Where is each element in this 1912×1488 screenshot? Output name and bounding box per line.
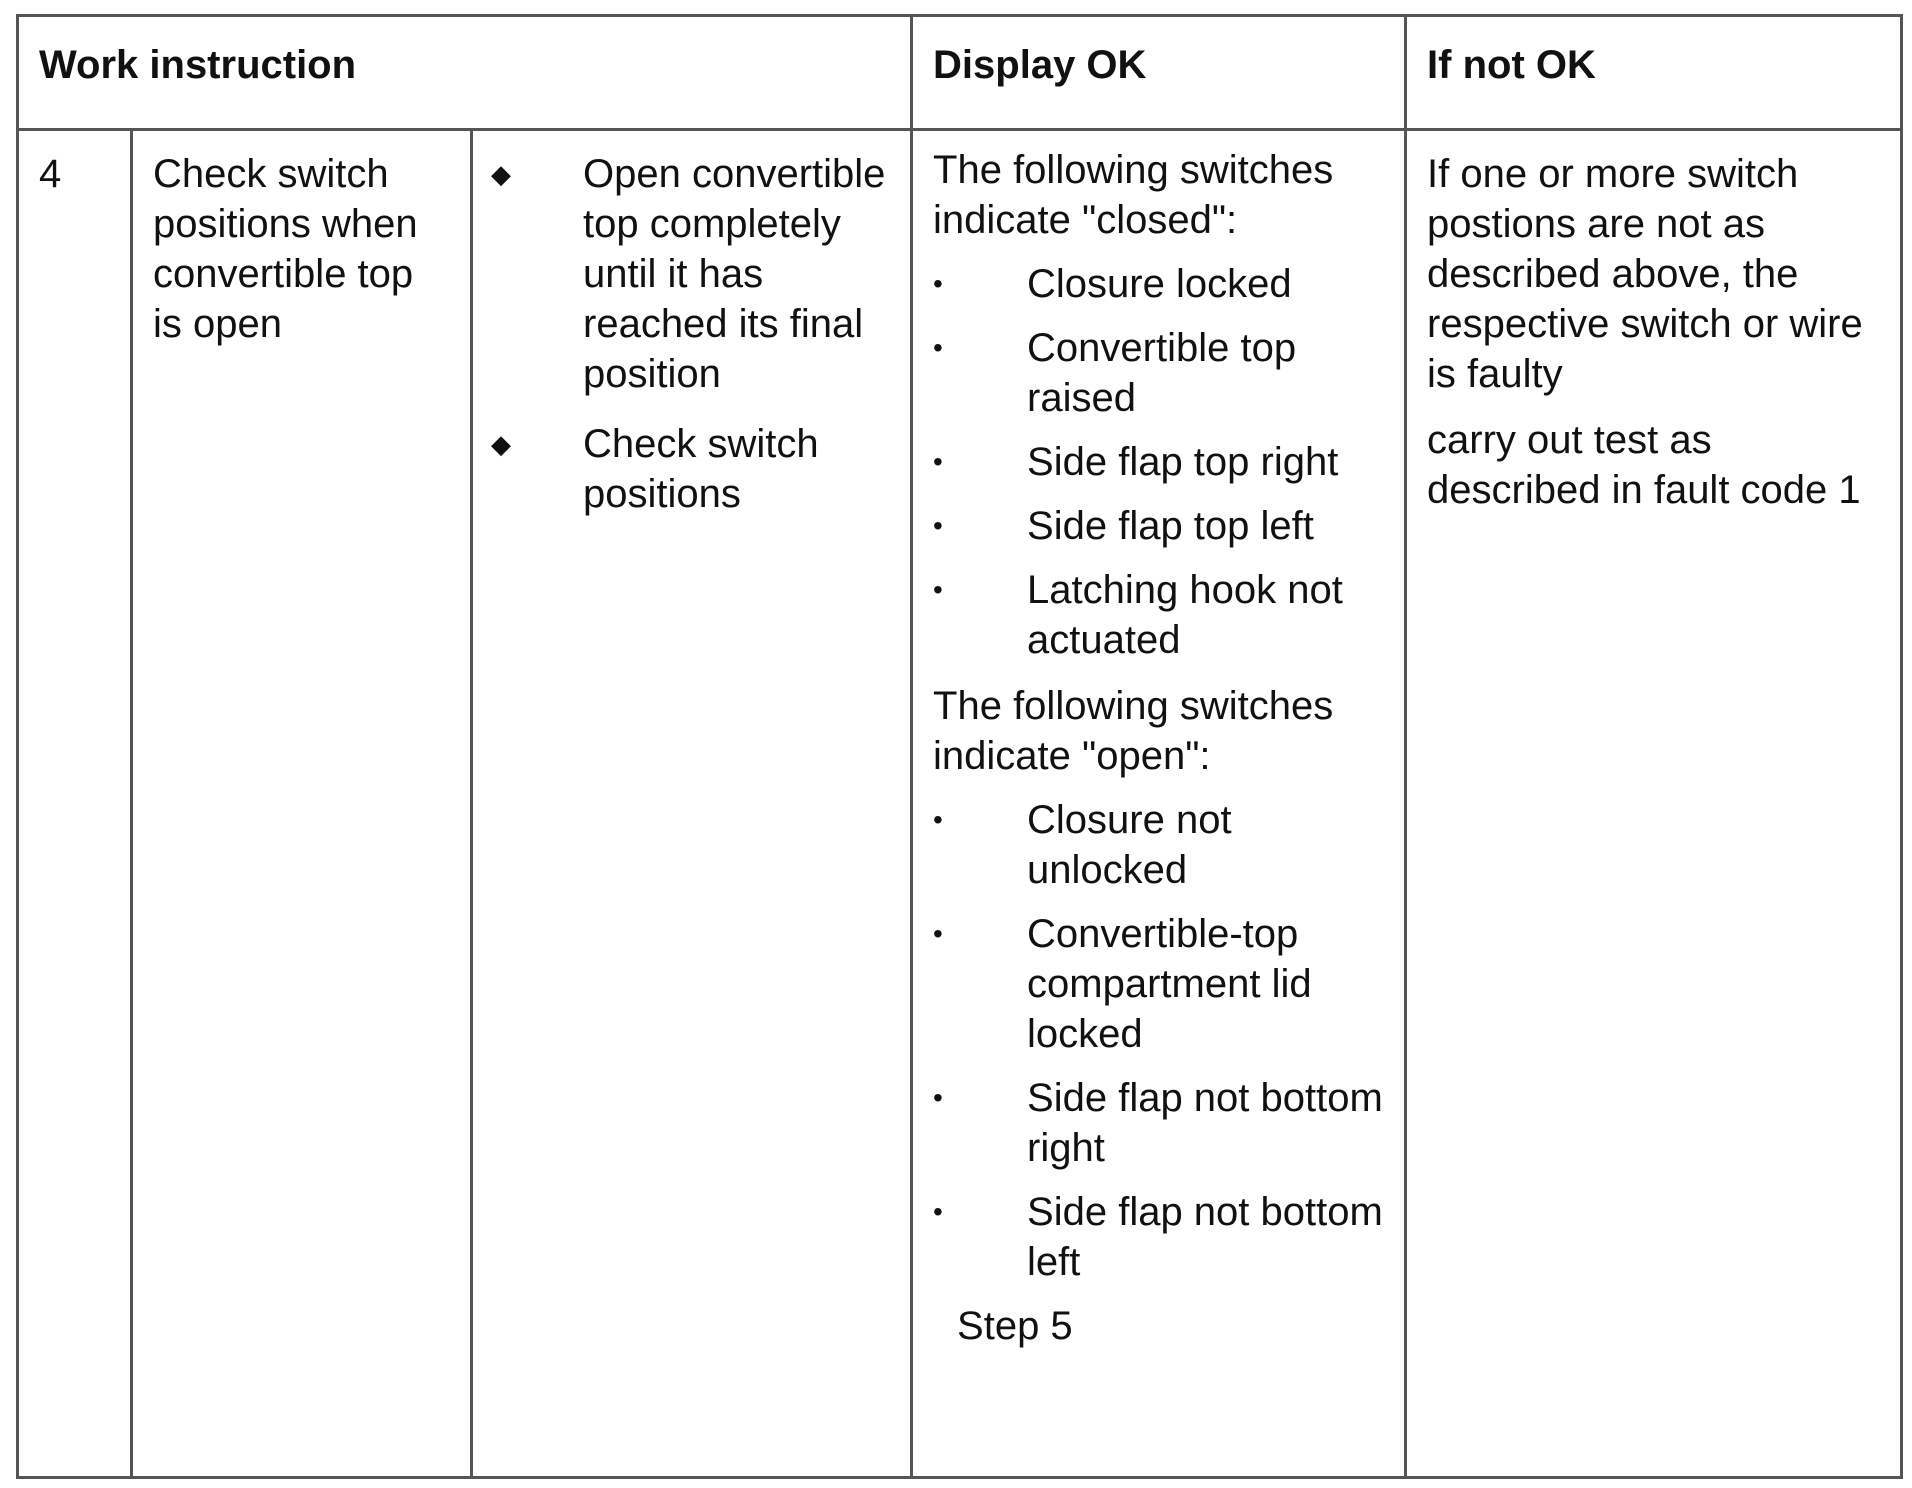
test-paragraph: carry out test as described in fault code 1 <box>1427 418 1861 512</box>
switch-item-text: Side flap not bottom right <box>1027 1076 1383 1170</box>
table-row <box>18 130 1902 1478</box>
next-step-note: Step 5 <box>957 1304 1073 1348</box>
diamond-bullet-icon: ◆ <box>491 429 511 459</box>
switch-item-text: Side flap not bottom left <box>1027 1190 1383 1284</box>
list-item <box>933 323 1394 423</box>
switch-item-text: Convertible top raised <box>1027 326 1297 420</box>
open-switch-list <box>933 795 1394 1287</box>
work-instruction-table <box>16 14 1903 1479</box>
list-item <box>491 419 894 519</box>
header-if-not-ok: If not OK <box>1406 16 1902 130</box>
bullet-icon: • <box>933 332 943 363</box>
list-item <box>491 149 894 399</box>
closed-intro: The following switches indicate "closed": <box>933 148 1334 242</box>
switch-item-text: Closure locked <box>1027 262 1292 306</box>
list-item <box>933 565 1394 665</box>
closed-switch-list <box>933 259 1394 665</box>
switch-item-text: Side flap top left <box>1027 504 1314 548</box>
list-item <box>933 1187 1394 1287</box>
instruction-list <box>491 149 894 519</box>
open-intro: The following switches indicate "open": <box>933 684 1334 778</box>
step-number-cell <box>18 130 132 1478</box>
bullet-icon: • <box>933 446 943 477</box>
bullet-icon: • <box>933 918 943 949</box>
switch-item-text: Closure not unlocked <box>1027 798 1232 892</box>
fault-paragraph: If one or more switch postions are not as described above, the respective switch or wire is faulty <box>1427 152 1863 396</box>
diamond-bullet-icon: ◆ <box>491 159 511 189</box>
if-not-ok-cell <box>1406 130 1902 1478</box>
task-cell <box>132 130 472 1478</box>
switch-item-text: Latching hook not actuated <box>1027 568 1343 662</box>
list-item <box>933 1073 1394 1173</box>
task-text: Check switch positions when convertible top is open <box>153 152 418 346</box>
step-number: 4 <box>39 152 62 196</box>
switch-item-text: Side flap top right <box>1027 440 1339 484</box>
display-ok-cell <box>912 130 1406 1478</box>
instruction-text: Open convertible top completely until it has reached its final position <box>583 152 886 396</box>
switch-item-text: Convertible-top compartment lid locked <box>1027 912 1312 1056</box>
bullet-icon: • <box>933 1082 943 1113</box>
instructions-cell <box>472 130 912 1478</box>
instruction-text: Check switch positions <box>583 422 819 516</box>
list-item <box>933 795 1394 895</box>
list-item <box>933 501 1394 551</box>
list-item <box>933 909 1394 1059</box>
header-display-ok: Display OK <box>912 16 1406 130</box>
bullet-icon: • <box>933 1196 943 1227</box>
header-work-instruction: Work instruction <box>18 16 912 130</box>
list-item <box>933 437 1394 487</box>
list-item <box>933 259 1394 309</box>
bullet-icon: • <box>933 574 943 605</box>
bullet-icon: • <box>933 804 943 835</box>
bullet-icon: • <box>933 268 943 299</box>
table-header-row <box>18 16 1902 130</box>
bullet-icon: • <box>933 510 943 541</box>
